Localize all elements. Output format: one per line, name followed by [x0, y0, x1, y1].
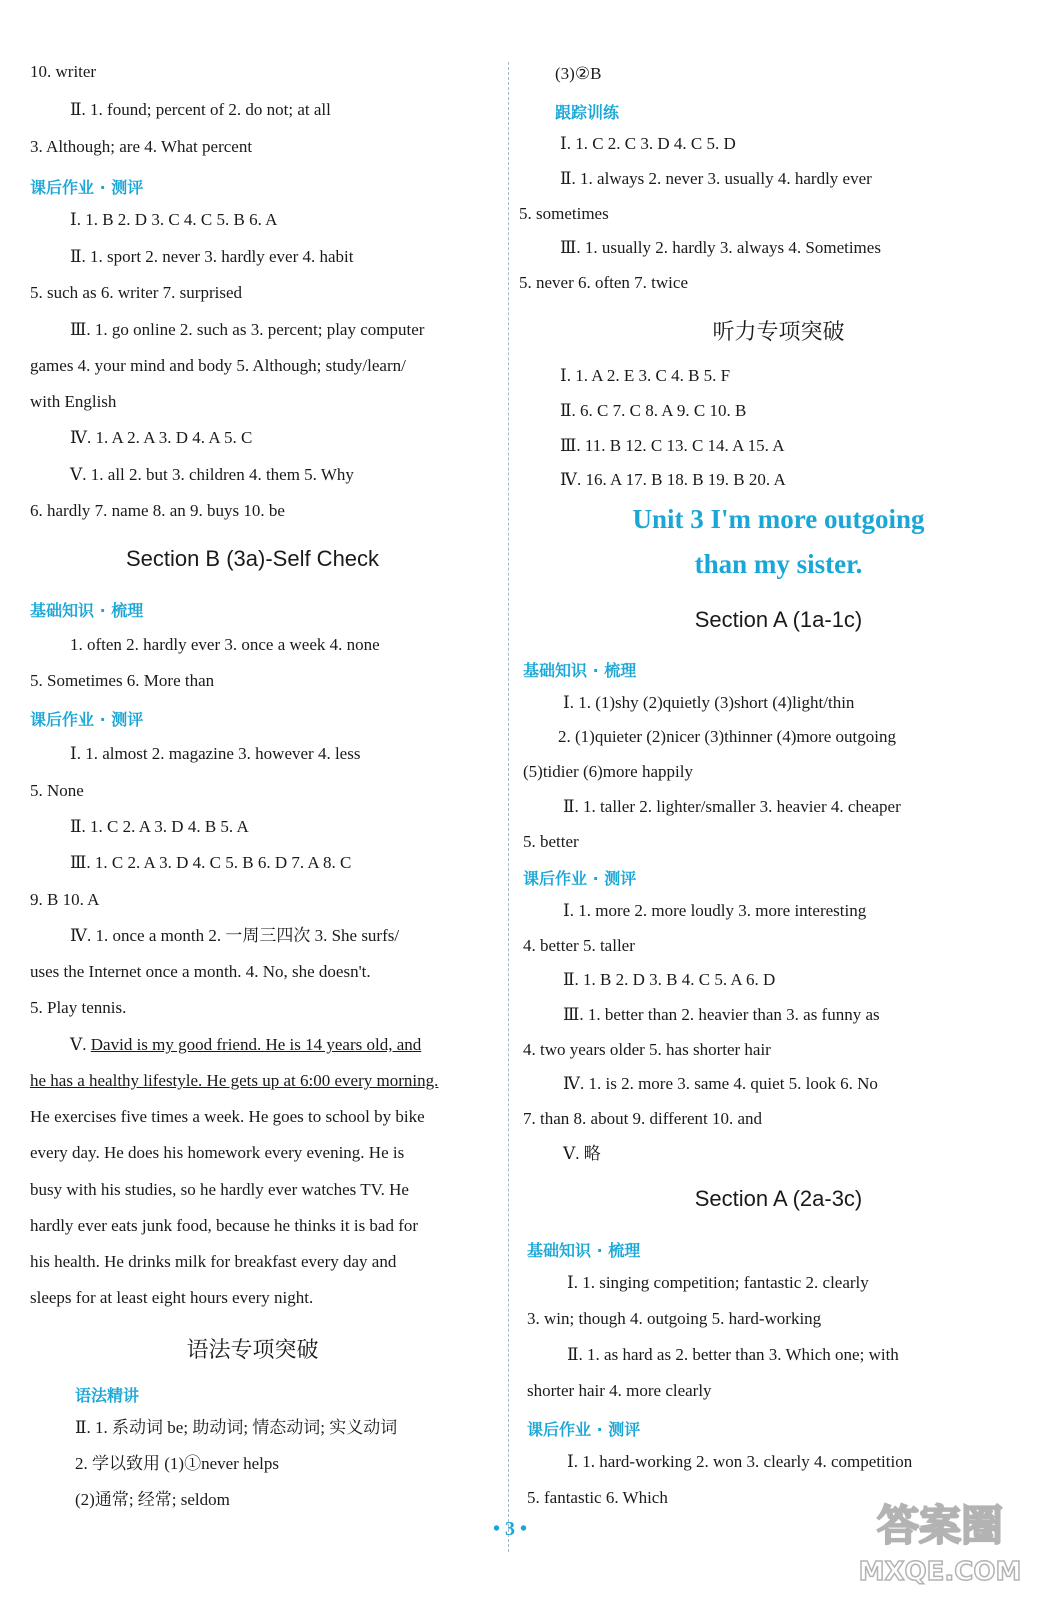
- subsection-label: 课后作业 · 测评: [523, 869, 637, 888]
- answer-line: Ⅰ. 1. almost 2. magazine 3. however 4. less: [70, 744, 361, 763]
- answer-line: 2. (1)quieter (2)nicer (3)thinner (4)more outgoing: [558, 727, 896, 746]
- answer-line: Ⅱ. 1. found; percent of 2. do not; at all: [70, 100, 331, 119]
- answer-line: He exercises five times a week. He goes to school by bike: [30, 1107, 425, 1126]
- subsection-label: 跟踪训练: [555, 103, 620, 122]
- answer-line: 7. than 8. about 9. different 10. and: [523, 1109, 763, 1128]
- answer-line: Ⅰ. 1. A 2. E 3. C 4. B 5. F: [560, 366, 731, 385]
- answer-line: every day. He does his homework every evening. He is: [30, 1143, 405, 1162]
- subsection-label: 基础知识 · 梳理: [527, 1241, 641, 1260]
- subsection-label: 课后作业 · 测评: [30, 178, 144, 197]
- answer-line: 5. Play tennis.: [30, 998, 127, 1017]
- answer-line: Ⅰ. 1. (1)shy (2)quietly (3)short (4)light/thin: [563, 693, 855, 712]
- column-divider: [508, 62, 509, 1552]
- answer-line: Ⅲ. 1. better than 2. heavier than 3. as funny as: [563, 1005, 880, 1024]
- answer-line: Ⅲ. 1. usually 2. hardly 3. always 4. Sometimes: [560, 238, 881, 257]
- subsection-label: 基础知识 · 梳理: [523, 661, 637, 680]
- answer-line: Ⅱ. 1. B 2. D 3. B 4. C 5. A 6. D: [563, 970, 776, 989]
- answer-line: Ⅰ. 1. B 2. D 3. C 4. C 5. B 6. A: [70, 210, 278, 229]
- section-heading: Section A (1a-1c): [694, 607, 863, 632]
- answer-line: Ⅱ. 1. sport 2. never 3. hardly ever 4. habit: [70, 247, 354, 266]
- section-heading: Section A (2a-3c): [694, 1186, 863, 1211]
- line-prefix: Ⅴ.: [70, 1035, 91, 1054]
- answer-line: Ⅴ. 1. all 2. but 3. children 4. them 5. Why: [70, 465, 354, 484]
- answer-line: Ⅰ. 1. C 2. C 3. D 4. C 5. D: [560, 134, 736, 153]
- section-heading: 听力专项突破: [712, 319, 845, 344]
- answer-line: [30, 1071, 438, 1091]
- unit-title: than my sister.: [694, 549, 863, 579]
- answer-line: 2. 学以致用 (1)①never helps: [75, 1454, 279, 1473]
- watermark-text-url: MXQE.COM: [858, 1557, 1022, 1587]
- answer-line: Ⅱ. 1. always 2. never 3. usually 4. hardly ever: [560, 169, 872, 188]
- answer-line: Ⅱ. 1. taller 2. lighter/smaller 3. heavier 4. cheaper: [563, 797, 901, 816]
- section-heading: 语法专项突破: [186, 1337, 319, 1362]
- answer-line: Ⅲ. 1. C 2. A 3. D 4. C 5. B 6. D 7. A 8. C: [70, 853, 352, 872]
- answer-line: Ⅱ. 6. C 7. C 8. A 9. C 10. B: [560, 401, 747, 420]
- answer-line: 5. None: [30, 781, 84, 800]
- answer-line: Ⅳ. 1. A 2. A 3. D 4. A 5. C: [70, 428, 253, 447]
- answer-line: 5. never 6. often 7. twice: [519, 273, 688, 292]
- unit-title: Unit 3 I'm more outgoing: [632, 504, 925, 534]
- answer-line: 5. sometimes: [519, 204, 609, 223]
- answer-line: 5. better: [523, 832, 579, 851]
- answer-line: his health. He drinks milk for breakfast every day and: [30, 1252, 397, 1271]
- answer-line: busy with his studies, so he hardly ever watches TV. He: [30, 1180, 409, 1199]
- answer-line: 1. often 2. hardly ever 3. once a week 4. none: [70, 635, 380, 654]
- answer-line: Ⅴ. 略: [563, 1144, 601, 1163]
- answer-line: Ⅲ. 11. B 12. C 13. C 14. A 15. A: [560, 436, 785, 455]
- watermark-logo: [850, 1488, 1030, 1588]
- answer-line: Ⅲ. 1. go online 2. such as 3. percent; play computer: [70, 320, 425, 339]
- answer-line: 5. such as 6. writer 7. surprised: [30, 283, 242, 302]
- answer-line: Ⅳ. 16. A 17. B 18. B 19. B 20. A: [560, 470, 786, 489]
- answer-line: with English: [30, 392, 117, 411]
- answer-line: Ⅳ. 1. once a month 2. 一周三四次 3. She surfs/: [70, 926, 400, 945]
- answer-line: 4. two years older 5. has shorter hair: [523, 1040, 771, 1059]
- answer-line: 5. Sometimes 6. More than: [30, 671, 215, 690]
- answer-line: 3. win; though 4. outgoing 5. hard-working: [527, 1309, 822, 1328]
- answer-line: 3. Although; are 4. What percent: [30, 137, 253, 156]
- answer-line: 5. fantastic 6. Which: [527, 1488, 668, 1507]
- underlined-text: David is my good friend. He is 14 years old, and: [90, 1035, 422, 1054]
- subsection-label: 基础知识 · 梳理: [30, 601, 144, 620]
- answer-line: Ⅱ. 1. 系动词 be; 助动词; 情态动词; 实义动词: [75, 1418, 398, 1437]
- answer-line: (2)通常; 经常; seldom: [75, 1490, 230, 1509]
- subsection-label: 语法精讲: [75, 1386, 140, 1405]
- answer-line: 10. writer: [30, 62, 97, 81]
- answer-line: 4. better 5. taller: [523, 936, 635, 955]
- subsection-label: 课后作业 · 测评: [30, 710, 144, 729]
- answer-line: Ⅰ. 1. singing competition; fantastic 2. clearly: [567, 1273, 869, 1292]
- answer-line: 9. B 10. A: [30, 890, 100, 909]
- answer-line: Ⅰ. 1. more 2. more loudly 3. more interesting: [563, 901, 867, 920]
- answer-line: Ⅳ. 1. is 2. more 3. same 4. quiet 5. look 6. No: [563, 1074, 878, 1093]
- section-heading: Section B (3a)-Self Check: [125, 546, 380, 571]
- answer-line: 6. hardly 7. name 8. an 9. buys 10. be: [30, 501, 285, 520]
- answer-line: sleeps for at least eight hours every night.: [30, 1288, 314, 1307]
- answer-line: (5)tidier (6)more happily: [523, 762, 693, 781]
- underlined-text: he has a healthy lifestyle. He gets up at 6:00 every morning.: [30, 1071, 439, 1090]
- page-number: • 3 •: [492, 1518, 527, 1540]
- answer-line: Ⅱ. 1. C 2. A 3. D 4. B 5. A: [70, 817, 249, 836]
- answer-line: (3)②B: [555, 64, 602, 83]
- answer-line: games 4. your mind and body 5. Although; study/learn/: [30, 356, 406, 375]
- answer-line: uses the Internet once a month. 4. No, she doesn't.: [30, 962, 371, 981]
- answer-line: [70, 1035, 421, 1055]
- answer-line: hardly ever eats junk food, because he thinks it is bad for: [30, 1216, 419, 1235]
- answer-line: Ⅰ. 1. hard-working 2. won 3. clearly 4. competition: [567, 1452, 913, 1471]
- answer-line: shorter hair 4. more clearly: [527, 1381, 712, 1400]
- watermark-text-cn: 答案圈: [876, 1501, 1004, 1550]
- answer-line: Ⅱ. 1. as hard as 2. better than 3. Which one; with: [567, 1345, 899, 1364]
- subsection-label: 课后作业 · 测评: [527, 1420, 641, 1439]
